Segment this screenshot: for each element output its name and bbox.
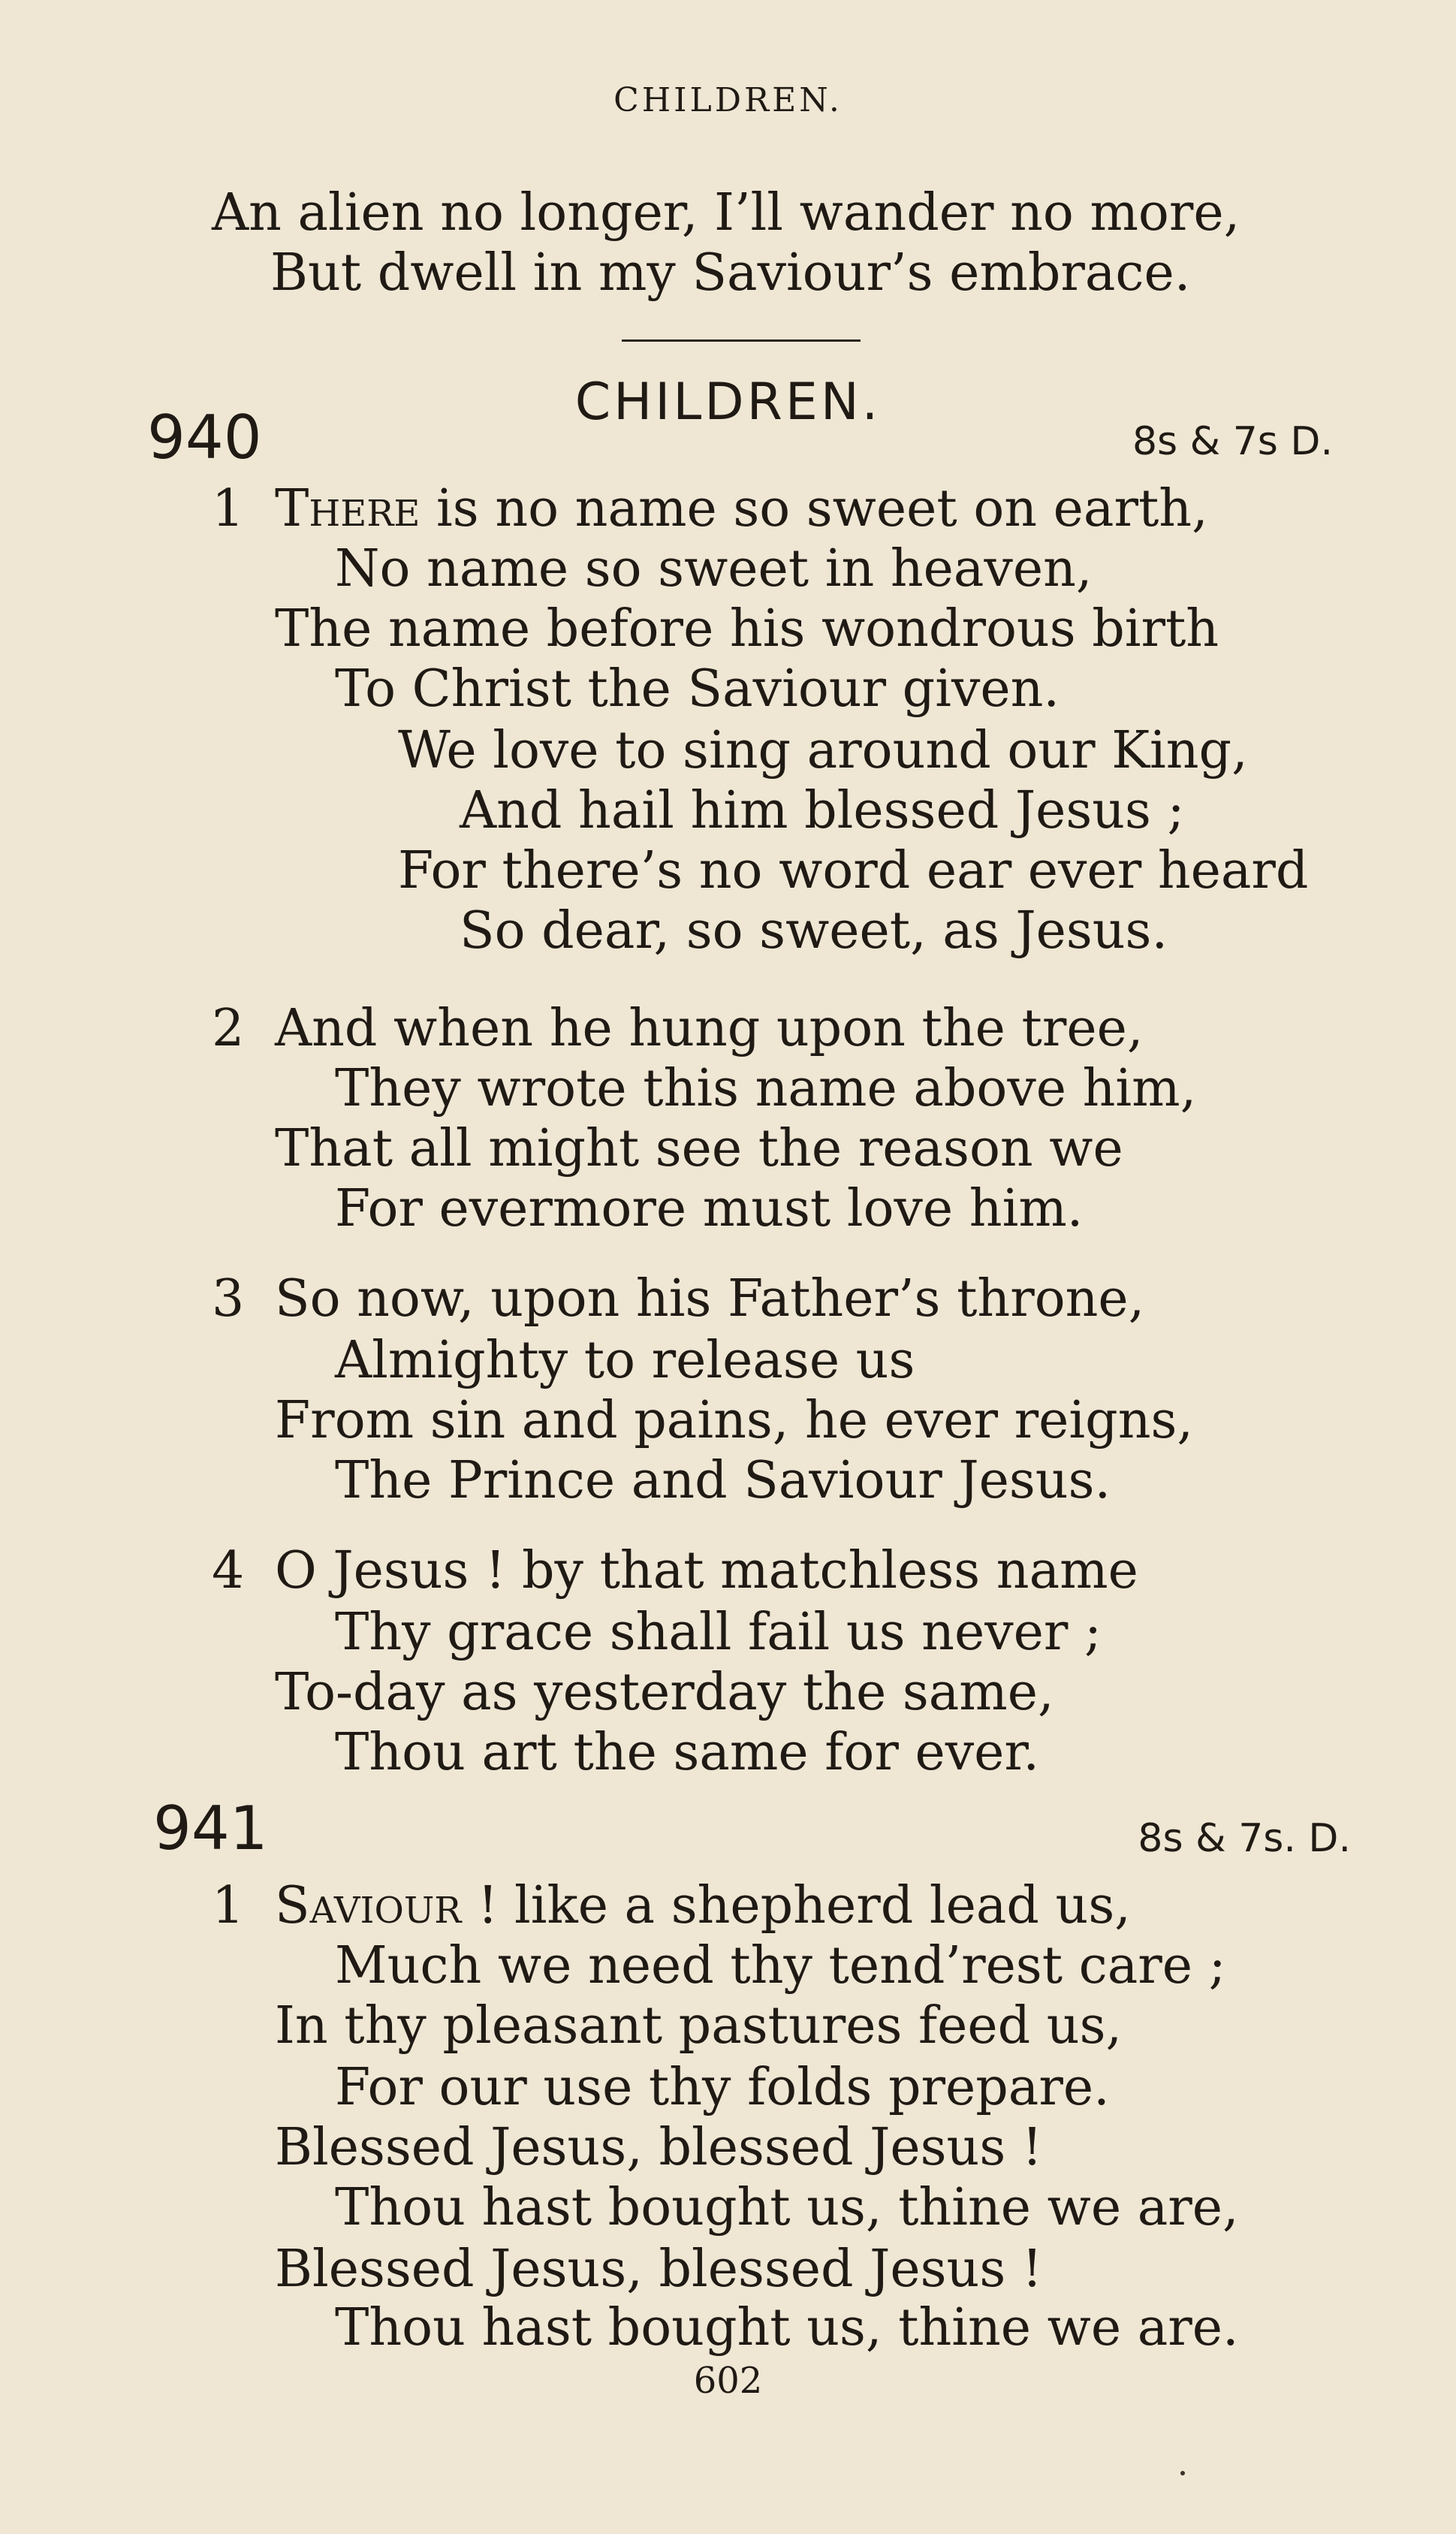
page-number: 602 [693, 2360, 763, 2402]
verse-line [275, 479, 1208, 539]
first-word-small-caps: There [275, 479, 421, 538]
verse-line: Thy grace shall fail us never ; [335, 1603, 1102, 1662]
hymn-number-941: 941 [153, 1793, 268, 1863]
verse-line: Almighty to release us [335, 1331, 915, 1390]
verse-line: For evermore must love him. [335, 1179, 1084, 1238]
verse-line: And when he hung upon the tree, [275, 999, 1144, 1058]
verse-line: Thou hast bought us, thine we are. [335, 2298, 1239, 2358]
verse-line: Blessed Jesus, blessed Jesus ! [275, 2118, 1043, 2177]
verse-line: To Christ the Saviour given. [335, 659, 1060, 719]
verse-line: From sin and pains, he ever reigns, [275, 1391, 1194, 1450]
verse-line: And hail him blessed Jesus ; [460, 781, 1185, 840]
stanza-number: 1 [212, 1876, 245, 1935]
verse-line: The Prince and Saviour Jesus. [335, 1451, 1111, 1510]
verse-line: That all might see the reason we [275, 1119, 1123, 1178]
verse-line: To-day as yesterday the same, [275, 1663, 1054, 1722]
verse-line: So dear, so sweet, as Jesus. [460, 901, 1168, 961]
running-header: CHILDREN. [613, 81, 843, 119]
section-title: CHILDREN. [574, 373, 882, 432]
hymn-number-940: 940 [147, 403, 262, 472]
section-divider [622, 339, 861, 342]
verse-line: Thou art the same for ever. [335, 1723, 1040, 1782]
print-speck [1180, 2471, 1185, 2475]
verse-line: In thy pleasant pastures feed us, [275, 1996, 1123, 2056]
verse-line: O Jesus ! by that matchless name [275, 1541, 1138, 1600]
verse-line: They wrote this name above him, [335, 1059, 1197, 1118]
stanza-number: 1 [212, 479, 245, 538]
verse-line [275, 1876, 1131, 1936]
verse-line: Blessed Jesus, blessed Jesus ! [275, 2240, 1043, 2299]
first-line-rest: ! like a shepherd lead us, [461, 1876, 1131, 1935]
verse-line: No name so sweet in heaven, [335, 539, 1093, 599]
verse-line: Much we need thy tend’rest care ; [335, 1936, 1226, 1996]
continuation-line-1: An alien no longer, I’ll wander no more, [212, 183, 1240, 243]
verse-line: The name before his wondrous birth [275, 599, 1219, 659]
first-word-small-caps: Saviour [275, 1876, 462, 1935]
verse-line: For our use thy folds prepare. [335, 2058, 1110, 2117]
verse-line: For there’s no word ear ever heard [398, 841, 1309, 900]
hymn-meter-940: 8s & 7s D. [1132, 419, 1333, 464]
stanza-number: 4 [212, 1541, 245, 1600]
first-line-rest: is no name so sweet on earth, [420, 479, 1208, 538]
stanza-number: 3 [212, 1269, 245, 1329]
verse-line: We love to sing around our King, [398, 721, 1248, 780]
stanza-number: 2 [212, 999, 245, 1058]
verse-line: Thou hast bought us, thine we are, [335, 2178, 1239, 2237]
hymn-meter-941: 8s & 7s. D. [1138, 1816, 1351, 1861]
verse-line: So now, upon his Father’s throne, [275, 1269, 1145, 1329]
continuation-line-2: But dwell in my Saviour’s embrace. [270, 243, 1191, 303]
